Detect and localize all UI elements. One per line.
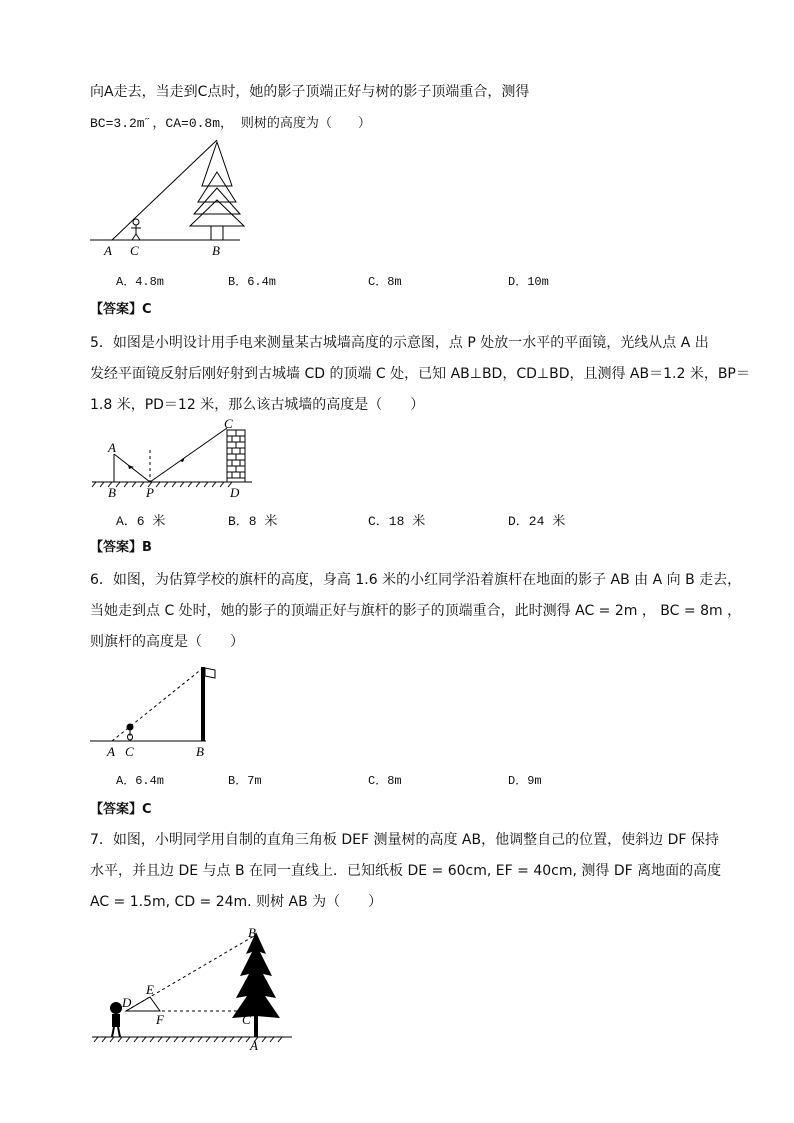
q5-text-line2: 发经平面镜反射后刚好射到古城墙 CD 的顶端 C 处，已知 AB⊥BD，CD⊥BD，且测得 AB＝1.2 米，BP＝ [90,366,750,382]
q6-option-b[interactable]: B．7m [228,774,262,788]
q7-label-D: D [122,995,132,1010]
q7-figure [92,924,302,1054]
tree-icon [190,142,244,240]
q5-answer: 【答案】B [90,540,152,555]
flag-icon [205,668,215,678]
q7-label-E: E [146,982,154,997]
q5-label-D: D [230,485,240,500]
q6-option-a[interactable]: A．6.4m [116,774,165,788]
q6-text-line1: 6．如图，为估算学校的旗杆的高度，身高 1.6 米的小红同学沿着旗杆在地面的影子 AB 由 A 向 B 走去， [90,572,742,588]
q7-text-line3: AC = 1.5m, CD = 24m. 则树 AB 为（ ） [90,894,383,910]
q5-label-P: P [146,485,154,500]
q4-label-A: A [104,243,112,258]
q5-option-b[interactable]: B．8 米 [228,514,278,529]
q4-option-d[interactable]: D．10m [508,275,549,289]
brick-wall-icon [227,430,245,482]
q7-text-line2: 水平，并且边 DE 与点 B 在同一直线上．已知纸板 DE = 60cm, EF = 40cm, 测得 DF 离地面的高度 [90,863,722,879]
q6-text-line2: 当她走到点 C 处时，她的影子的顶端正好与旗杆的影子的顶端重合，此时测得 AC = 2m ， BC = 8m ， [90,603,742,619]
q4-answer: 【答案】C [90,302,152,317]
q6-label-B: B [196,744,204,759]
q4-label-B: B [212,243,220,258]
q4-option-c[interactable]: C．8m [368,275,402,289]
q7-label-A: A [250,1038,258,1053]
q5-figure [92,416,262,502]
q6-answer: 【答案】C [90,802,152,817]
q5-text-line3: 1.8 米，PD＝12 米，那么该古城墙的高度是（ ） [90,397,425,413]
q7-label-C: C [242,1012,251,1027]
q5-label-B: B [108,485,116,500]
q5-label-A: A [108,440,116,455]
q4-text-line2: BC=3.2m˝，CA=0.8m， 则树的高度为（ ） [90,116,371,131]
q7-label-B: B [248,925,256,940]
q5-text-line1: 5．如图是小明设计用手电来测量某古城墙高度的示意图，点 P 处放一水平的平面镜，光线从点 A 出 [90,335,709,351]
q6-option-c[interactable]: C．8m [368,774,402,788]
q6-label-A: A [107,744,115,759]
q5-option-c[interactable]: C．18 米 [368,514,426,529]
q4-figure [90,138,250,260]
q5-option-a[interactable]: A．6 米 [116,514,166,529]
q4-text-line1: 向A走去，当走到C点时，她的影子顶端正好与树的影子顶端重合，测得 [90,84,530,100]
q7-label-F: F [156,1012,164,1027]
q7-text-line1: 7．如图，小明同学用自制的直角三角板 DEF 测量树的高度 AB，他调整自己的位置，使斜边 DF 保持 [90,832,719,848]
q5-label-C: C [224,416,233,431]
q4-option-b[interactable]: B．6.4m [228,275,277,289]
observer-icon [110,1002,122,1037]
q6-option-d[interactable]: D．9m [508,774,542,788]
person-icon [127,724,134,741]
q5-option-d[interactable]: D．24 米 [508,514,566,529]
q6-label-C: C [125,744,134,759]
person-icon [131,219,141,240]
tree-icon [232,932,280,1037]
q4-option-a[interactable]: A．4.8m [116,275,165,289]
q6-text-line3: 则旗杆的高度是（ ） [90,634,244,650]
q6-figure [90,664,230,760]
q4-label-C: C [130,243,139,258]
